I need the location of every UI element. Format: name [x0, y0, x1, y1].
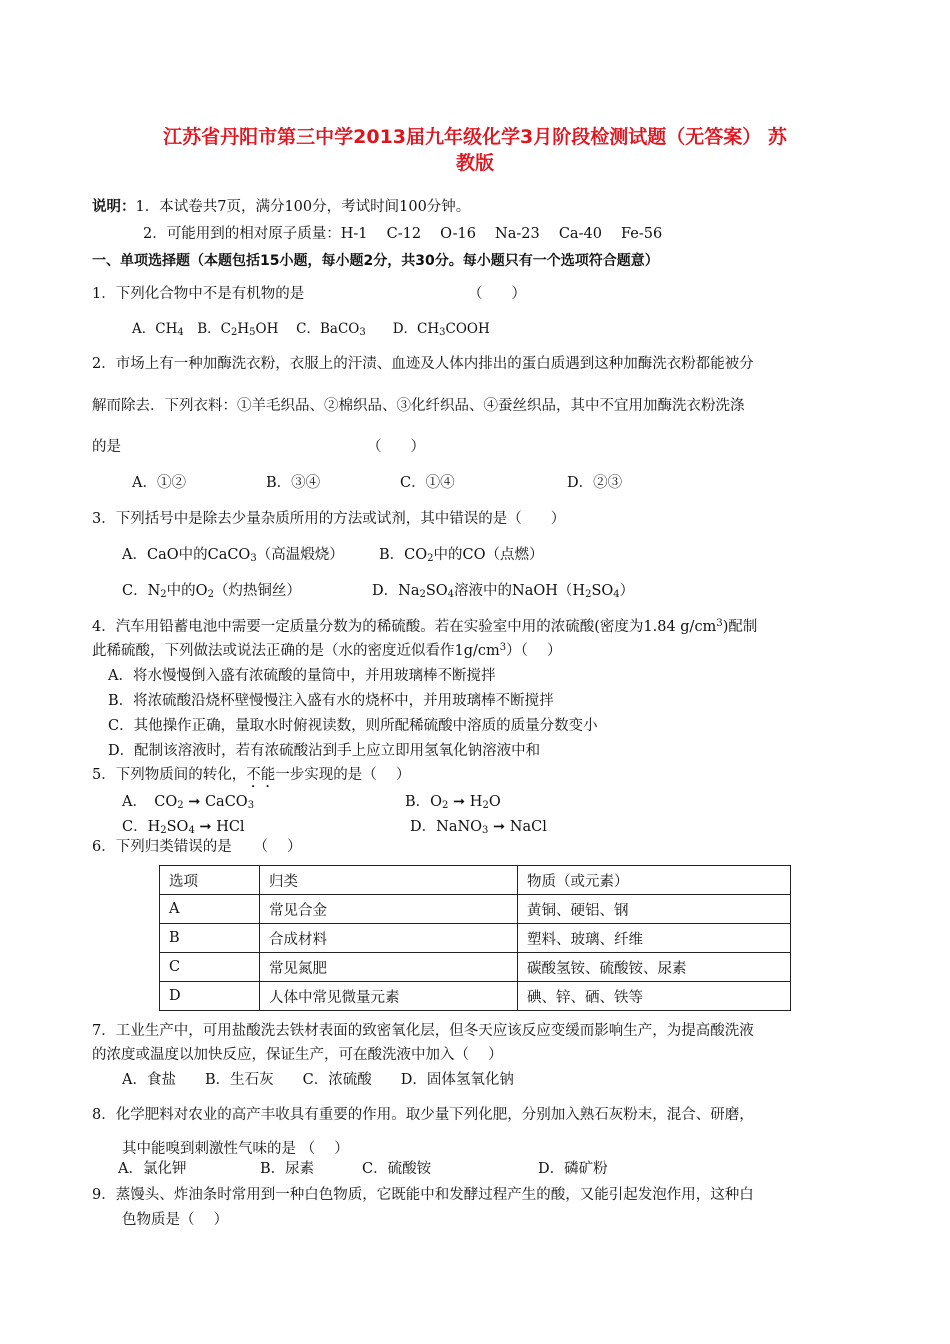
- question-5-pre: 5．下列物质间的转化，: [92, 767, 247, 783]
- question-1-options: A．$CH_4$ B．$C_2H_5OH$ C．BaCO$_3$ D．$CH_3COOH$: [132, 321, 490, 338]
- table-cell: 人体中常见微量元素: [260, 982, 518, 1011]
- question-3-option-b: B．$CO_2$中的CO（点燃）: [379, 547, 544, 564]
- question-4-line-1: 4．汽车用铅蓄电池中需要一定质量分数为的稀硫酸。若在实验室中用的浓硫酸(密度为1.84 $g/cm^3$)配制: [92, 618, 758, 635]
- table-header-cell: 归类: [260, 866, 518, 895]
- question-2-line-1: 2．市场上有一种加酶洗衣粉，衣服上的汗渍、血迹及人体内排出的蛋白质遇到这种加酶洗衣粉都能被分: [92, 356, 754, 372]
- question-8-option-a: A．氯化钾: [118, 1161, 187, 1177]
- table-cell: D: [160, 982, 260, 1011]
- question-7-line-1: 7．工业生产中，可用盐酸洗去铁材表面的致密氧化层，但冬天应该反应变缓而影响生产，为提高酸洗液: [92, 1023, 754, 1039]
- question-3-option-a: A．CaO中的CaCO$_3$（高温煅烧）: [122, 547, 344, 564]
- table-row: [160, 924, 791, 953]
- question-4-option-d: D．配制该溶液时，若有浓硫酸沾到手上应立即用氢氧化钠溶液中和: [108, 743, 541, 759]
- question-5-post: 一步实现的是（ ）: [275, 767, 411, 783]
- question-5-option-d: D．NaNO$_3$ ➞ NaCl: [410, 819, 547, 836]
- question-9-line-2: 色物质是（ ）: [122, 1212, 229, 1228]
- table-row: [160, 953, 791, 982]
- table-cell: 黄铜、硬铝、钢: [518, 895, 791, 924]
- section-heading: 一、单项选择题（本题包括15小题，每小题2分，共30分。每小题只有一个选项符合题意）: [92, 253, 659, 269]
- question-4-option-a: A．将水慢慢倒入盛有浓硫酸的量筒中，并用玻璃棒不断搅拌: [108, 668, 496, 684]
- question-3-option-c: C．$N_2$中的$O_2$（灼热铜丝）: [122, 583, 301, 600]
- question-2-line-2: 解而除去．下列衣料：①羊毛织品、②棉织品、③化纤织品、④蚕丝织品，其中不宜用加酶洗衣粉洗涤: [92, 398, 745, 414]
- table-header-row: [160, 866, 791, 895]
- table-cell: 合成材料: [260, 924, 518, 953]
- question-8-option-c: C．硫酸铵: [362, 1161, 432, 1177]
- note-line-1: [92, 197, 470, 217]
- title-line-1: 江苏省丹阳市第三中学2013届九年级化学3月阶段检测试题（无答案） 苏: [163, 126, 787, 148]
- question-7-line-2: 的浓度或温度以加快反应，保证生产，可在酸洗液中加入（ ）: [92, 1047, 503, 1063]
- table-cell: 常见氮肥: [260, 953, 518, 982]
- question-1-stem: 1．下列化合物中不是有机物的是: [92, 286, 305, 302]
- question-5-emphasis: 不能: [246, 767, 276, 783]
- question-8-option-b: B．尿素: [260, 1161, 315, 1177]
- question-1-paren: （ ）: [468, 286, 526, 302]
- question-8-option-d: D．磷矿粉: [538, 1161, 608, 1177]
- question-6-stem: 6．下列归类错误的是 （ ）: [92, 839, 302, 855]
- table-cell: 塑料、玻璃、纤维: [518, 924, 791, 953]
- question-5-option-b: B．$O_2$ ➞ $H_2O$: [405, 794, 501, 811]
- table-cell: A: [160, 895, 260, 924]
- question-5-option-c: C．$H_2SO_4$ ➞ HCl: [122, 819, 245, 836]
- question-2-option-a: A．①②: [132, 475, 186, 491]
- question-2-line-3: 的是: [92, 439, 121, 455]
- note-label: 说明：: [92, 199, 136, 215]
- table-row: [160, 982, 791, 1011]
- question-4-line-2: 此稀硫酸，下列做法或说法正确的是（水的密度近似看作$1g/cm^3$）（ ）: [92, 642, 562, 659]
- note-item-2: 2．可能用到的相对原子质量：H-1 C-12 O-16 Na-23 Ca-40 Fe-56: [143, 226, 663, 242]
- table-cell: 常见合金: [260, 895, 518, 924]
- table-header-cell: 物质（或元素）: [518, 866, 791, 895]
- table-cell: B: [160, 924, 260, 953]
- question-3-option-d: D．$Na_2SO_4$溶液中的$NaOH(H_2SO_4)$: [372, 583, 635, 600]
- question-8-line-2: 其中能嗅到刺激性气味的是 （ ）: [122, 1141, 349, 1157]
- question-8-line-1: 8．化学肥料对农业的高产丰收具有重要的作用。取少量下列化肥，分别加入熟石灰粉末，混合、研磨，: [92, 1107, 754, 1123]
- table-cell: C: [160, 953, 260, 982]
- table-cell: 碳酸氢铵、硫酸铵、尿素: [518, 953, 791, 982]
- question-2-option-c: C．①④: [400, 475, 455, 491]
- question-2-option-b: B．③④: [266, 475, 321, 491]
- question-4-option-c: C．其他操作正确，量取水时俯视读数，则所配稀硫酸中溶质的质量分数变小: [108, 718, 598, 734]
- table-row: [160, 895, 791, 924]
- question-5-stem: [92, 765, 410, 791]
- question-5-option-a: A． $CO_2$ ➞ CaCO$_3$: [122, 794, 255, 811]
- question-7-options: A．食盐 B．生石灰 C．浓硫酸 D．固体氢氧化钠: [122, 1072, 514, 1088]
- table-header-cell: 选项: [160, 866, 260, 895]
- question-2-option-d: D．②③: [567, 475, 623, 491]
- note-item-1: 1．本试卷共7页，满分100分，考试时间100分钟。: [135, 199, 471, 215]
- table-cell: 碘、锌、硒、铁等: [518, 982, 791, 1011]
- question-4-option-b: B．将浓硫酸沿烧杯壁慢慢注入盛有水的烧杯中，并用玻璃棒不断搅拌: [108, 693, 554, 709]
- question-2-paren: （ ）: [367, 439, 425, 455]
- title-line-2: 教版: [455, 152, 494, 174]
- question-9-line-1: 9．蒸馒头、炸油条时常用到一种白色物质，它既能中和发酵过程产生的酸，又能引起发泡作用，这种白: [92, 1187, 754, 1203]
- classification-table: [159, 865, 791, 1011]
- question-4-line-2-text: 此稀硫酸，下列做法或说法正确的是（水的密度近似看作1g/cm: [92, 643, 500, 659]
- question-3-stem: 3．下列括号中是除去少量杂质所用的方法或试剂，其中错误的是（ ）: [92, 511, 566, 527]
